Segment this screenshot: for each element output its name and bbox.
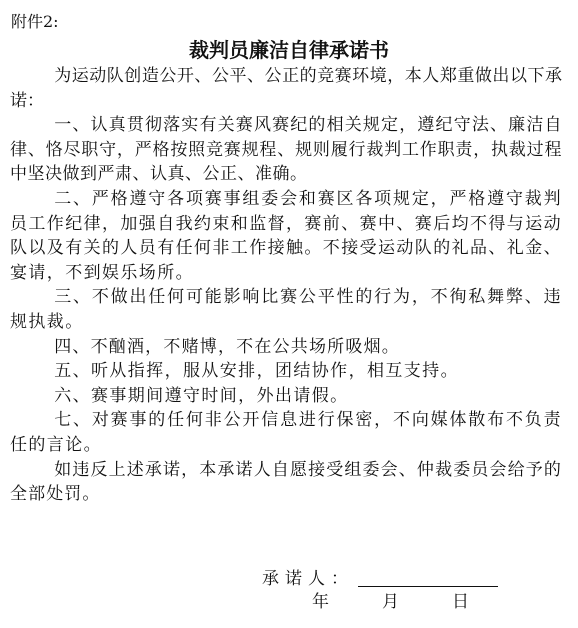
signature-line <box>358 586 498 587</box>
document-body <box>10 64 562 507</box>
attachment-label: 附件2: <box>11 12 59 31</box>
pledge-item-5: 五、听从指挥，服从安排，团结协作，相互支持。 <box>54 361 459 382</box>
pledge-item-1: 一、认真贯彻落实有关赛风赛纪的相关规定，遵纪守法、廉洁自律、恪尽职守，严格按照竞赛规程、规则履行裁判工作职责，执裁过程中坚决做到严肃、认真、公正、准确。 <box>10 115 562 185</box>
document-title: 裁判员廉洁自律承诺书 <box>189 38 389 62</box>
pledge-item-2: 二、严格遵守各项赛事组委会和赛区各项规定，严格遵守裁判员工作纪律，加强自我约束和监督，赛前、赛中、赛后均不得与运动队以及有关的人员有任何非工作接触。不接受运动队的礼品、礼金、宴请，不到娱乐场所。 <box>10 188 562 283</box>
intro-paragraph: 为运动队创造公开、公平、公正的竞赛环境，本人郑重做出以下承诺： <box>10 66 562 111</box>
date-day-label: 日 <box>452 592 469 612</box>
closing-paragraph: 如违反上述承诺，本承诺人自愿接受组委会、仲裁委员会给予的全部处罚。 <box>10 459 562 505</box>
date-month-label: 月 <box>382 592 399 612</box>
signature-label: 承诺人： <box>262 569 354 589</box>
pledge-item-6: 六、赛事期间遵守时间，外出请假。 <box>54 385 349 406</box>
pledge-item-4: 四、不酗酒，不赌博，不在公共场所吸烟。 <box>54 336 400 357</box>
date-year-label: 年 <box>312 592 329 612</box>
pledge-item-3: 三、不做出任何可能影响比赛公平性的行为，不徇私舞弊、违规执裁。 <box>10 287 562 332</box>
pledge-item-7: 七、对赛事的任何非公开信息进行保密，不向媒体散布不负责任的言论。 <box>10 410 562 455</box>
